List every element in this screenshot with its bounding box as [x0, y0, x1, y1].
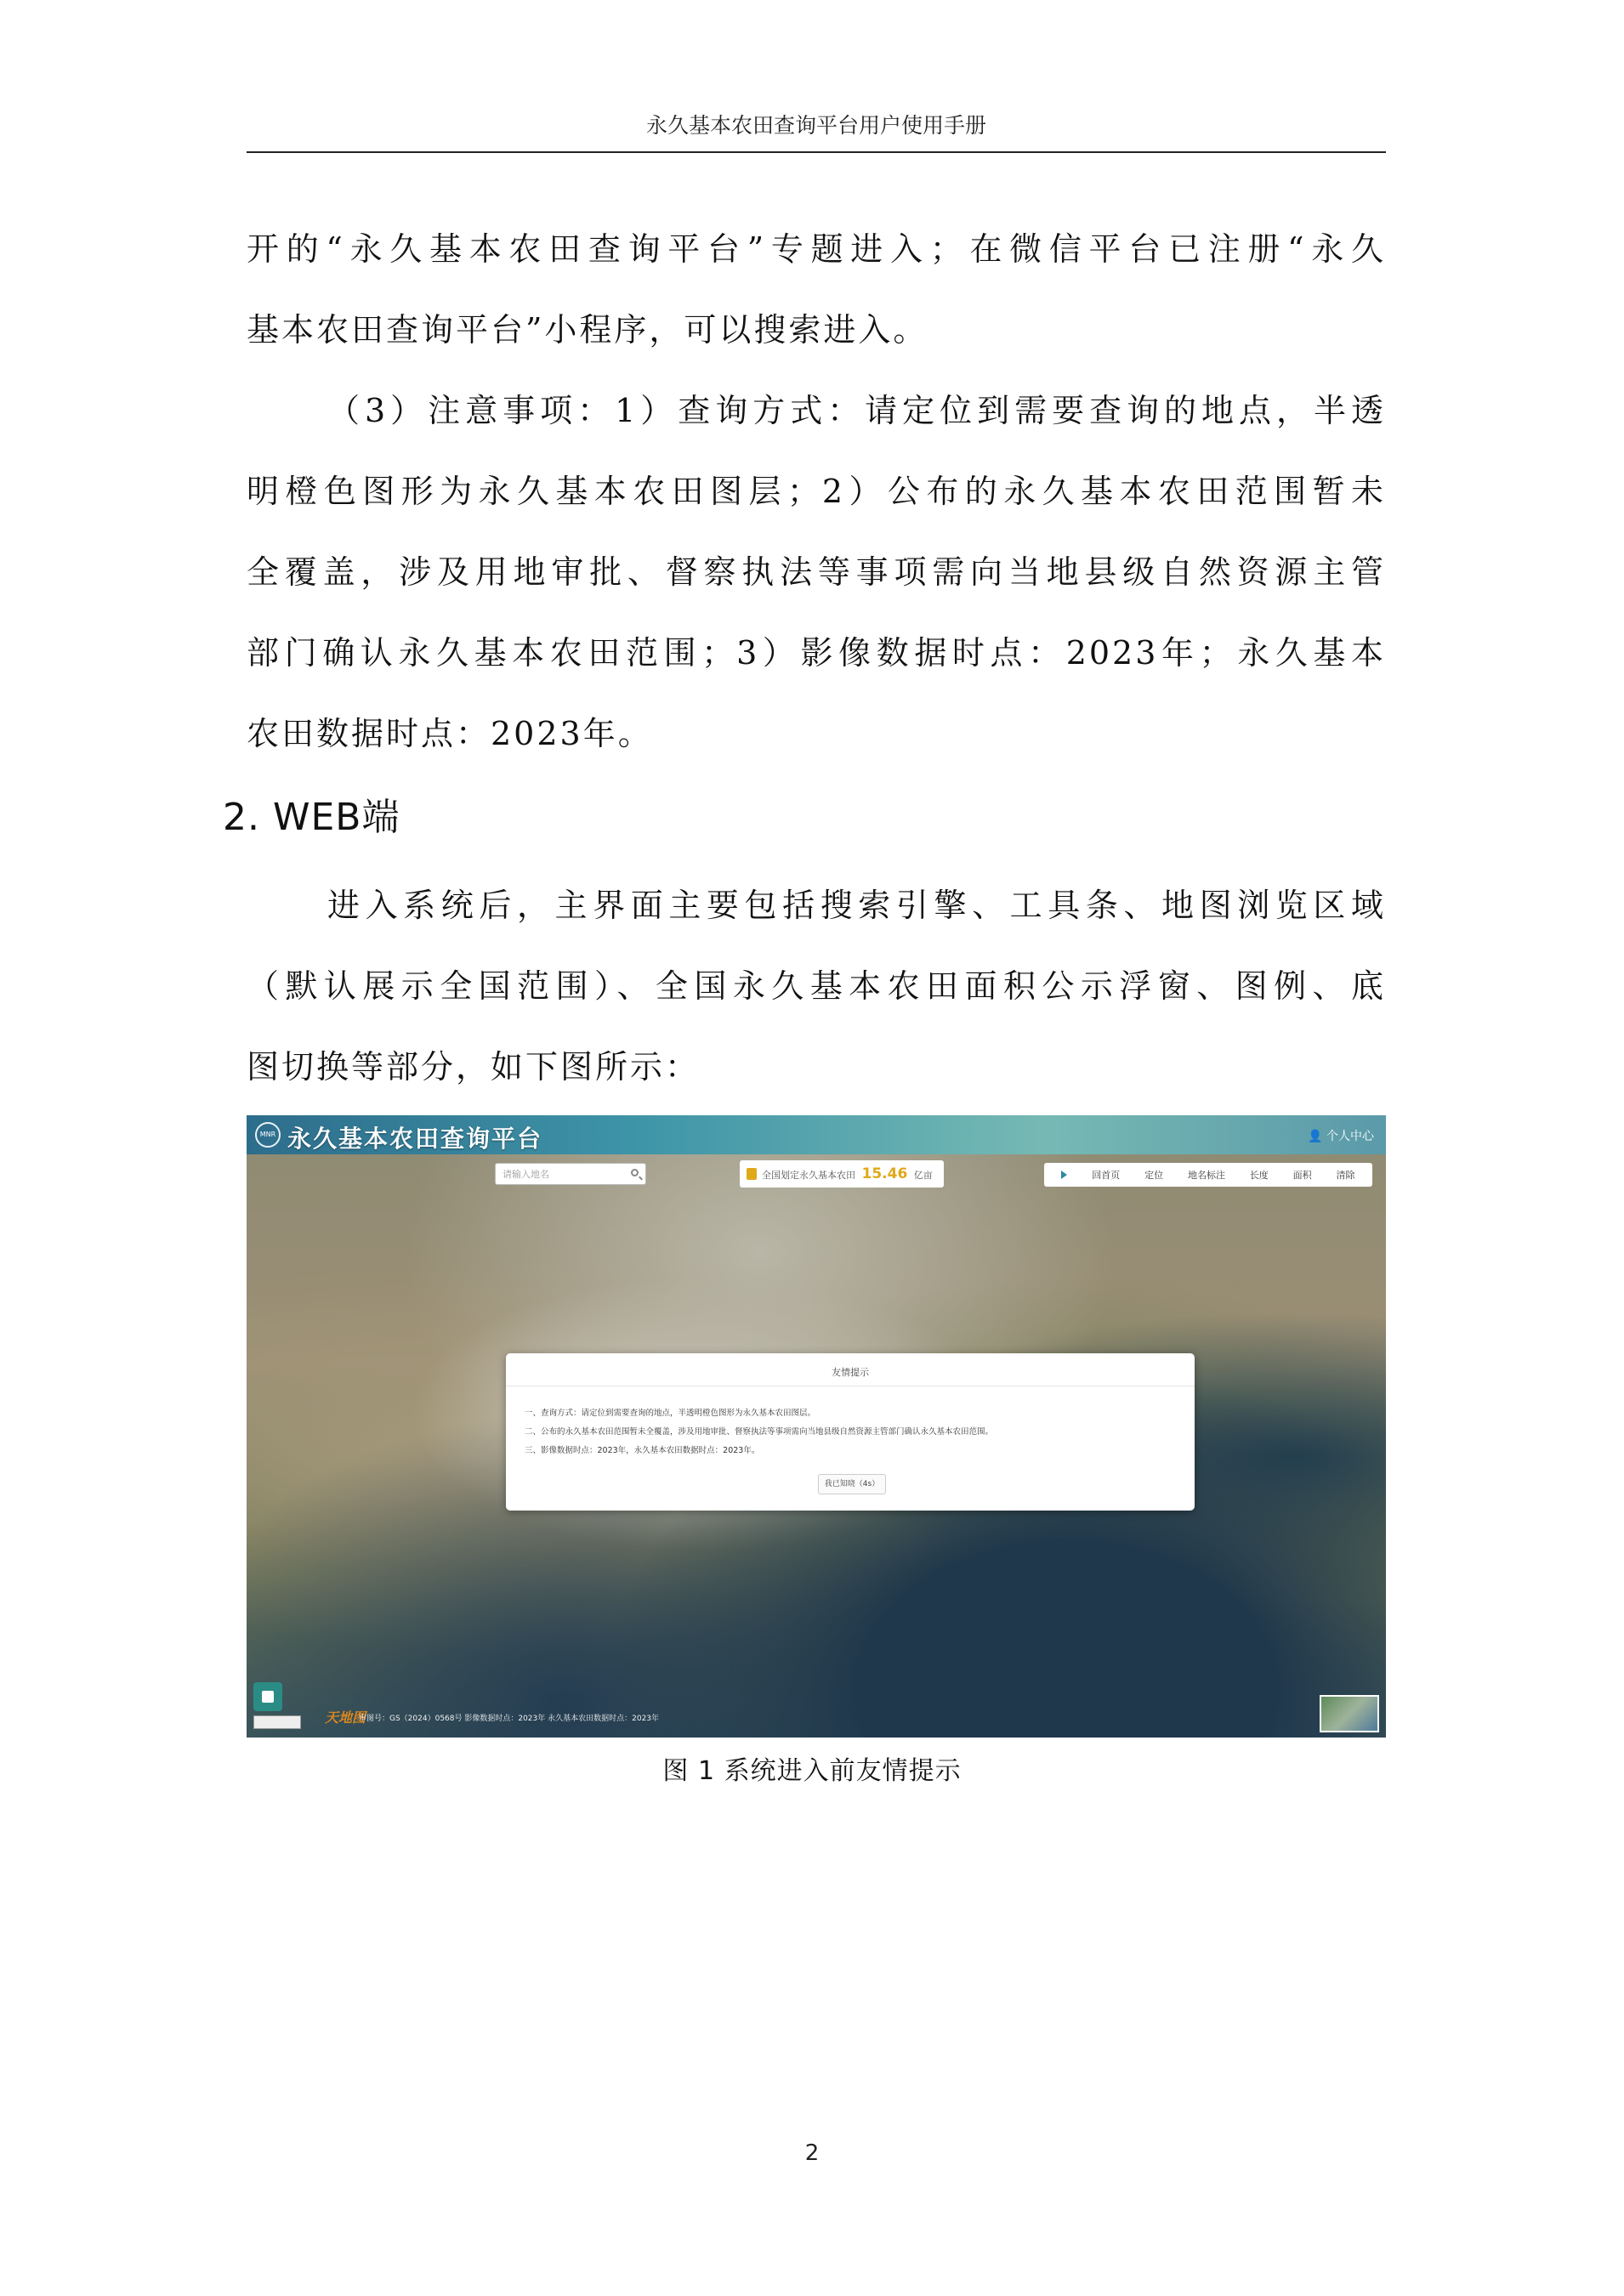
- toolbar-toggle-icon[interactable]: [1061, 1171, 1067, 1179]
- para3-line3: 图切换等部分，如下图所示：: [247, 1048, 701, 1086]
- dialog-line-3: 三、影像数据时点：2023年，永久基本农田数据时点：2023年。: [525, 1446, 760, 1455]
- para2-line2: 明橙色图形为永久基本农田图层；2）公布的永久基本农田范围暂未: [247, 473, 1386, 510]
- para2-line5: 农田数据时点：2023年。: [247, 715, 653, 752]
- friendly-reminder-dialog: [506, 1353, 1195, 1511]
- user-center-label: 个人中心: [1326, 1130, 1374, 1143]
- tianditu-logo: 天地图: [325, 1709, 366, 1726]
- dialog-title: 友情提示: [832, 1367, 869, 1378]
- legend-toggle-button[interactable]: [253, 1682, 282, 1711]
- para3-line1: 进入系统后，主界面主要包括搜索引擎、工具条、地图浏览区域: [327, 887, 1386, 924]
- scale-bar: [253, 1715, 301, 1729]
- tool-place-labels[interactable]: 地名标注: [1187, 1170, 1225, 1181]
- tool-measure-area[interactable]: 面积: [1292, 1170, 1312, 1181]
- running-header: 永久基本农田查询平台用户使用手册: [645, 113, 986, 138]
- header-rule: [247, 151, 1386, 153]
- tool-measure-length[interactable]: 长度: [1249, 1170, 1269, 1181]
- farmland-icon: [747, 1168, 757, 1180]
- para2-line1: （3）注意事项：1）查询方式：请定位到需要查询的地点，半透: [327, 392, 1386, 429]
- search-icon[interactable]: [631, 1169, 639, 1176]
- map-attribution: 审图号：GS（2024）0568号 影像数据时点：2023年 永久基本农田数据时点：2023年: [359, 1715, 660, 1723]
- area-value: 15.46: [861, 1165, 908, 1182]
- platform-screenshot: [247, 1115, 1386, 1738]
- farmland-area-panel: [740, 1160, 944, 1188]
- para1-line1: 开的“永久基本农田查询平台”专题进入；在微信平台已注册“永久: [247, 230, 1386, 268]
- section-heading: 2. WEB端: [223, 796, 400, 839]
- para1-line2: 基本农田查询平台”小程序，可以搜索进入。: [247, 311, 928, 349]
- search-placeholder: 请输入地名: [503, 1169, 549, 1180]
- para2-line3: 全覆盖，涉及用地审批、督察执法等事项需向当地县级自然资源主管: [247, 553, 1386, 591]
- area-label: 全国划定永久基本农田: [762, 1170, 855, 1181]
- dialog-line-1: 一、查询方式：请定位到需要查询的地点，半透明橙色图形为永久基本农田图层。: [525, 1409, 816, 1418]
- mnr-logo-icon: MNR: [255, 1122, 281, 1148]
- page-number: 2: [804, 2140, 820, 2166]
- app-title: 永久基本农田查询平台: [287, 1125, 543, 1153]
- map-toolbar: [1044, 1163, 1372, 1187]
- para2-line4: 部门确认永久基本农田范围；3）影像数据时点：2023年；永久基本: [247, 634, 1386, 672]
- dialog-line-2: 二、公布的永久基本农田范围暂未全覆盖，涉及用地审批、督察执法等事项需向当地县级自然资源主管部门确认永久基本农田范围。: [525, 1427, 994, 1437]
- para3-line2: （默认展示全国范围）、全国永久基本农田面积公示浮窗、图例、底: [247, 967, 1386, 1005]
- app-header-bar: [247, 1115, 1386, 1154]
- tool-locate[interactable]: 定位: [1144, 1170, 1164, 1181]
- area-unit: 亿亩: [913, 1170, 933, 1181]
- user-center-link[interactable]: 👤 个人中心: [1308, 1130, 1374, 1143]
- dialog-acknowledge-button[interactable]: 我已知晓（4s）: [818, 1474, 886, 1494]
- figure-caption: 图 1 系统进入前友情提示: [662, 1756, 962, 1786]
- tool-home[interactable]: 回首页: [1092, 1170, 1121, 1181]
- basemap-switcher[interactable]: [1320, 1695, 1379, 1732]
- tool-clear[interactable]: 清除: [1336, 1170, 1355, 1181]
- place-search-input[interactable]: [495, 1163, 646, 1185]
